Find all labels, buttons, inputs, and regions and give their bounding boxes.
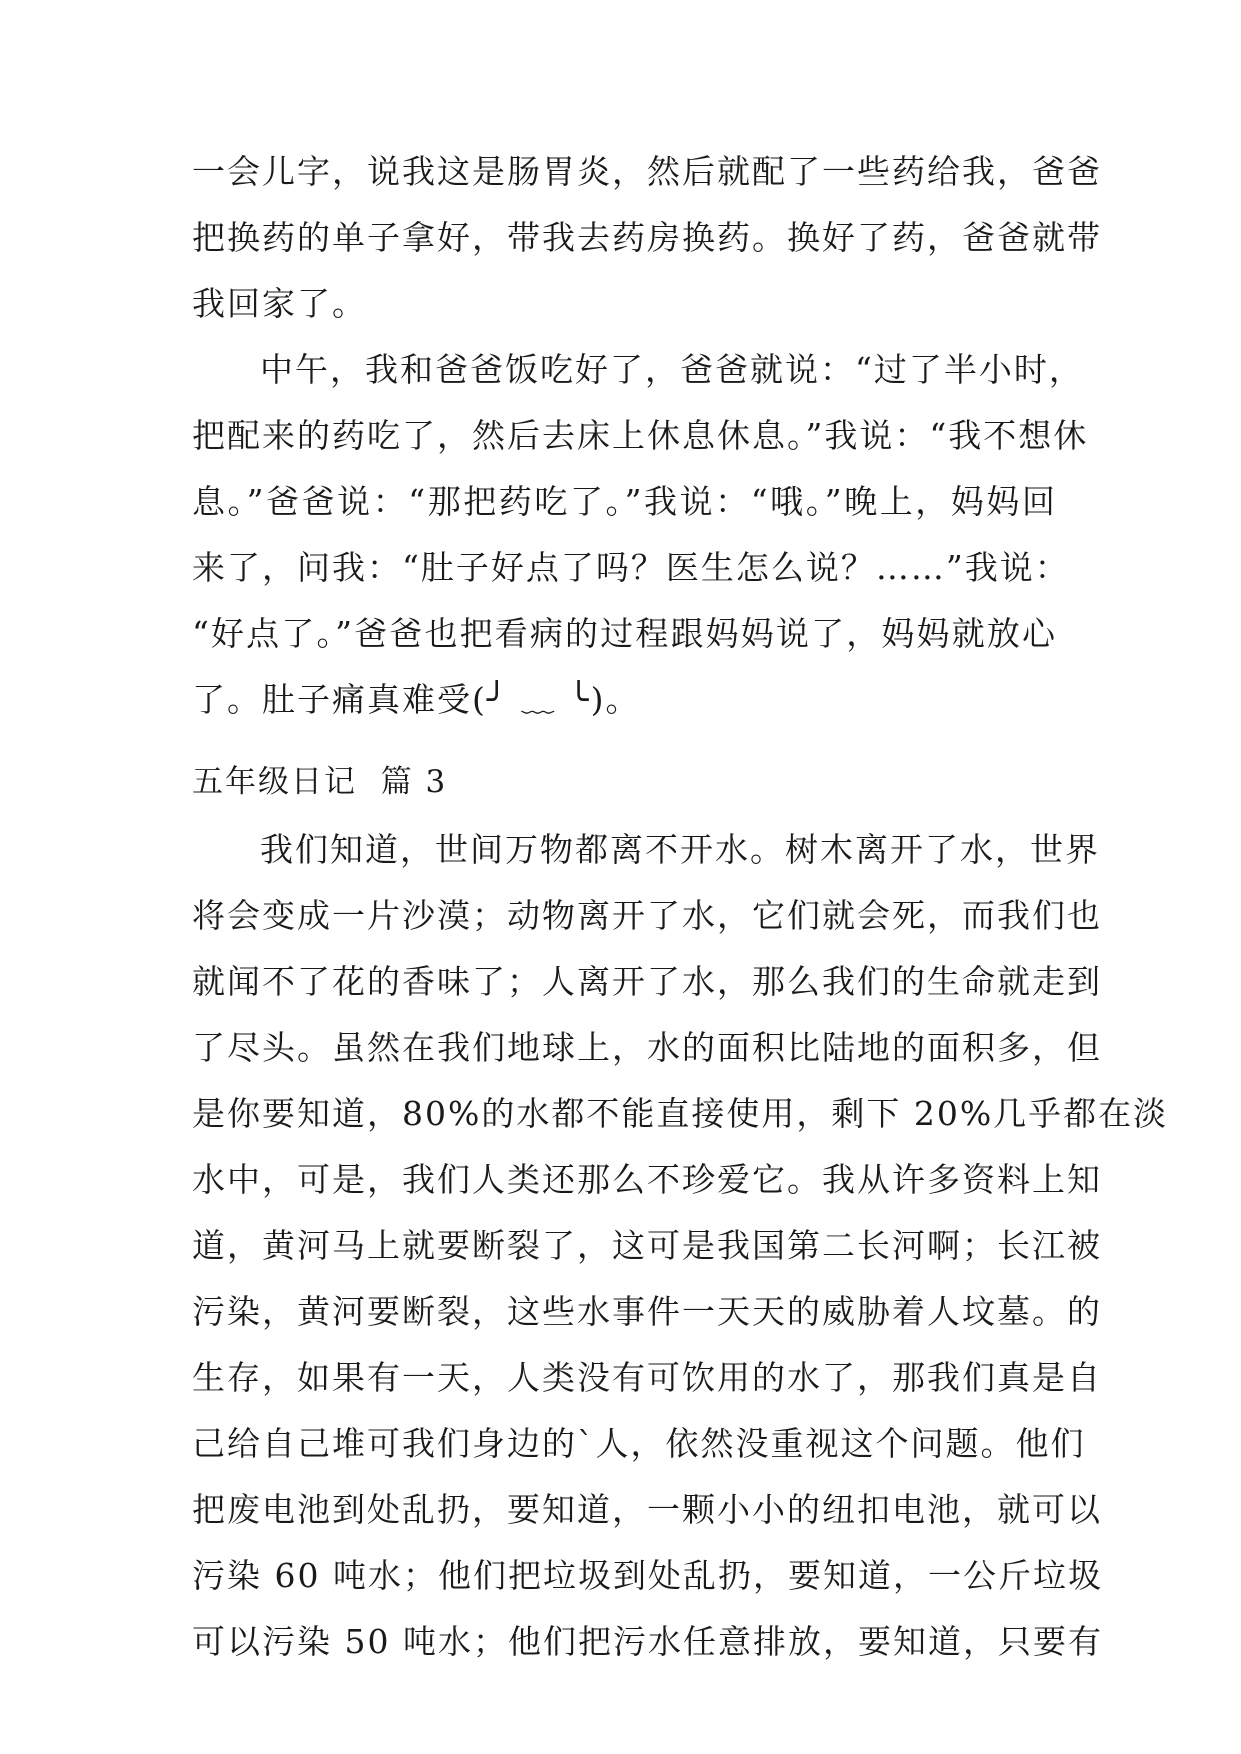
paragraph-line: 了。肚子痛真难受(╯ ﹏ ╰)。 <box>192 680 641 719</box>
paragraph-line: 就闻不了花的香味了；人离开了水，那么我们的生命就走到 <box>192 962 1102 1001</box>
paragraph-line: 生存，如果有一天，人类没有可饮用的水了，那我们真是自 <box>192 1358 1102 1397</box>
paragraph-line: 将会变成一片沙漠；动物离开了水，它们就会死，而我们也 <box>192 896 1102 935</box>
paragraph-line: 水中，可是，我们人类还那么不珍爱它。我从许多资料上知 <box>192 1160 1102 1199</box>
paragraph-line: 把废电池到处乱扔，要知道，一颗小小的纽扣电池，就可以 <box>192 1490 1102 1529</box>
paragraph-line: 息。”爸爸说：“那把药吃了。”我说：“哦。”晚上，妈妈回 <box>192 482 1057 521</box>
paragraph-line: “好点了。”爸爸也把看病的过程跟妈妈说了，妈妈就放心 <box>192 614 1057 653</box>
section-heading: 五年级日记 篇 3 <box>192 764 448 800</box>
paragraph-line: 污染，黄河要断裂，这些水事件一天天的威胁着人坟墓。的 <box>192 1292 1102 1331</box>
paragraph-line: 我回家了。 <box>192 284 367 323</box>
paragraph-line: 了尽头。虽然在我们地球上，水的面积比陆地的面积多，但 <box>192 1028 1102 1067</box>
paragraph-line: 把换药的单子拿好，带我去药房换药。换好了药，爸爸就带 <box>192 218 1102 257</box>
paragraph-line: 己给自己堆可我们身边的`人，依然没重视这个问题。他们 <box>192 1424 1086 1463</box>
paragraph-line: 污染 60 吨水；他们把垃圾到处乱扔，要知道，一公斤垃圾 <box>192 1556 1103 1595</box>
paragraph-line: 我们知道，世间万物都离不开水。树木离开了水，世界 <box>260 830 1100 869</box>
paragraph-line: 中午，我和爸爸饭吃好了，爸爸就说：“过了半小时， <box>260 350 1084 389</box>
paragraph-line: 一会儿字，说我这是肠胃炎，然后就配了一些药给我，爸爸 <box>192 152 1102 191</box>
paragraph-line: 是你要知道，80%的水都不能直接使用，剩下 20%几乎都在淡 <box>192 1094 1169 1133</box>
paragraph-line: 来了，问我：“肚子好点了吗？医生怎么说？……”我说： <box>192 548 1070 587</box>
paragraph-line: 道，黄河马上就要断裂了，这可是我国第二长河啊；长江被 <box>192 1226 1102 1265</box>
paragraph-line: 把配来的药吃了，然后去床上休息休息。”我说：“我不想休 <box>192 416 1089 455</box>
paragraph-line: 可以污染 50 吨水；他们把污水任意排放，要知道，只要有 <box>192 1622 1103 1661</box>
